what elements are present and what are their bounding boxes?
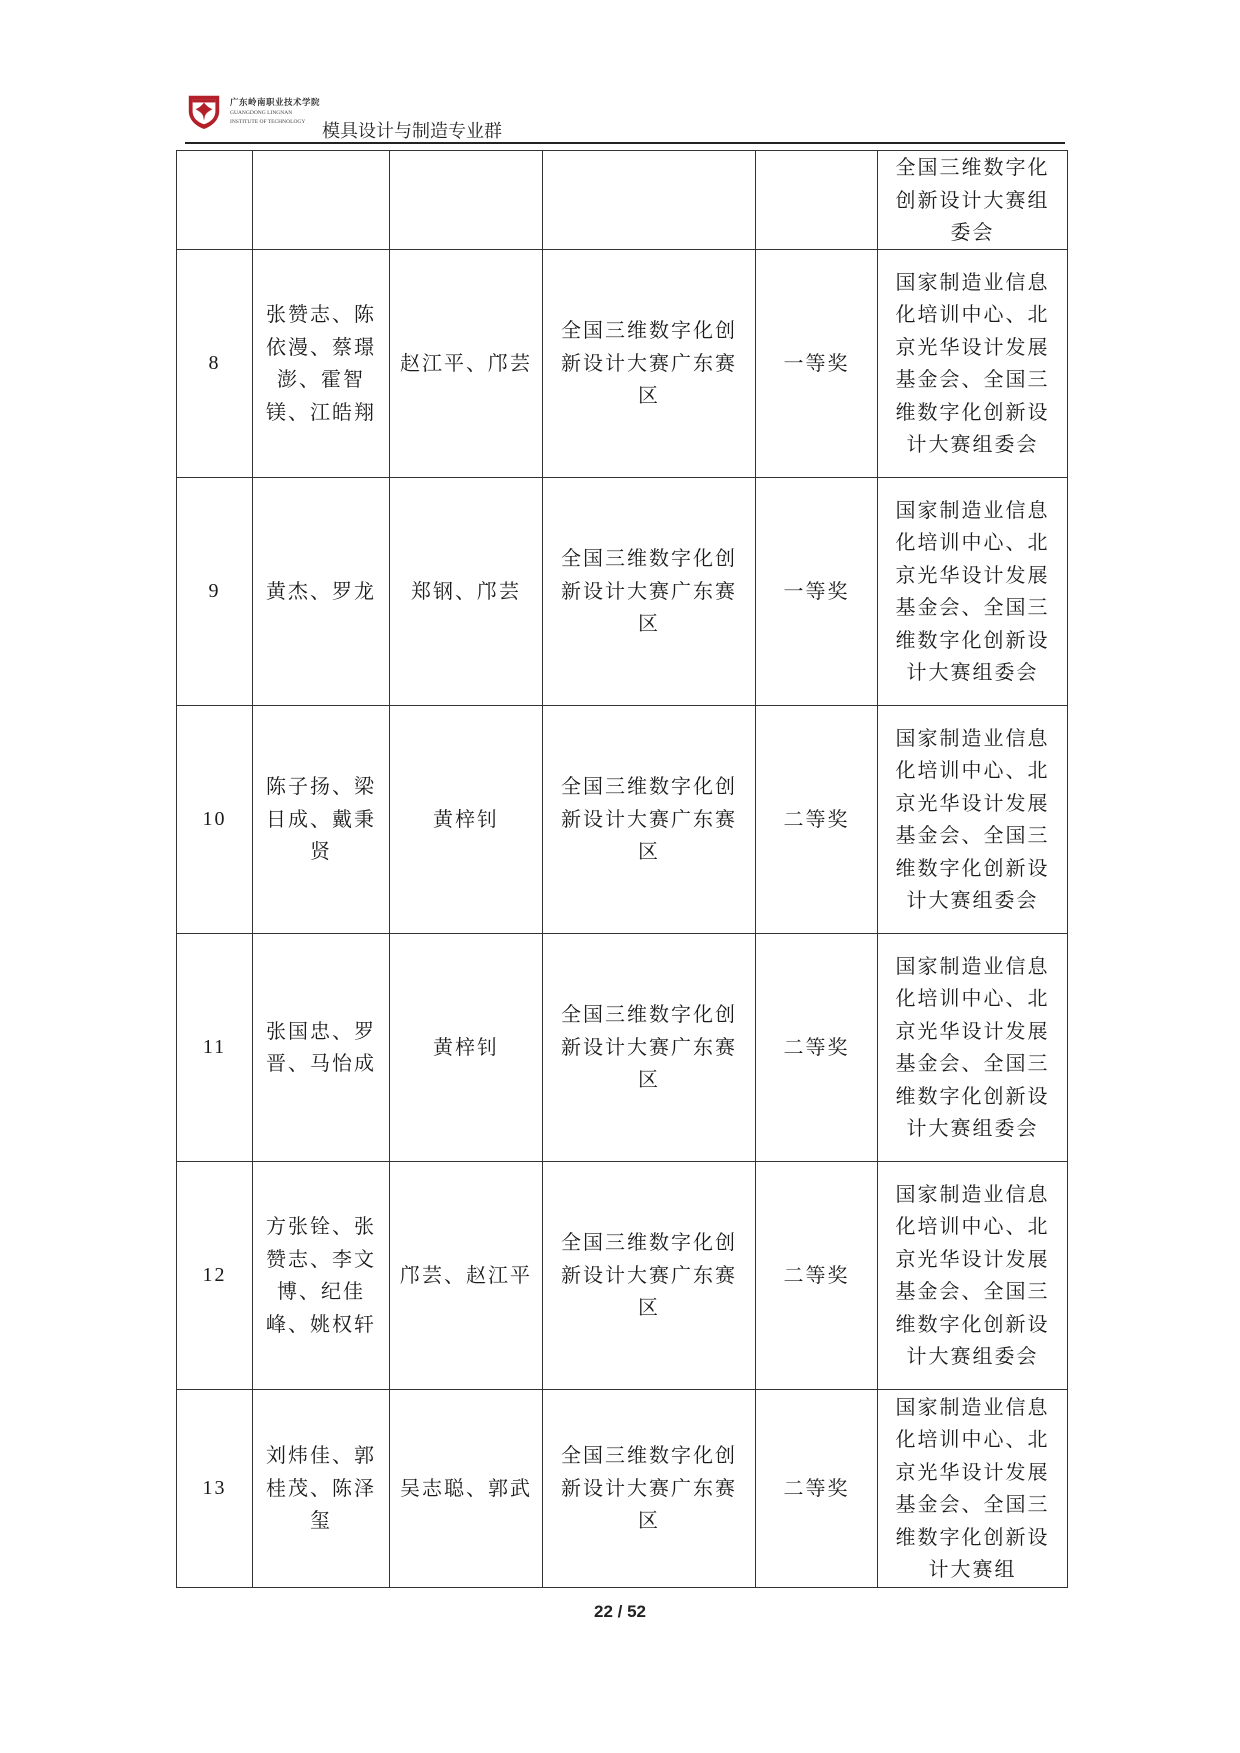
table-row	[177, 477, 1068, 705]
cell-competition: 全国三维数字化创新设计大赛广东赛区	[543, 477, 756, 705]
cell-competition: 全国三维数字化创新设计大赛广东赛区	[543, 933, 756, 1161]
cell-award: 一等奖	[756, 477, 878, 705]
cell-award: 二等奖	[756, 1389, 878, 1587]
cell-organizer: 国家制造业信息化培训中心、北京光华设计发展基金会、全国三维数字化创新设计大赛组	[878, 1389, 1068, 1587]
table-row	[177, 933, 1068, 1161]
table-row-continued	[177, 151, 1068, 250]
cell-teachers: 黄梓钊	[390, 933, 543, 1161]
cell-organizer: 国家制造业信息化培训中心、北京光华设计发展基金会、全国三维数字化创新设计大赛组委会	[878, 705, 1068, 933]
header-divider	[185, 142, 1065, 144]
cell-competition: 全国三维数字化创新设计大赛广东赛区	[543, 1161, 756, 1389]
cell-teachers: 赵江平、邝芸	[390, 249, 543, 477]
cell-teachers: 黄梓钊	[390, 705, 543, 933]
school-name-en-line1: GUANGDONG LINGNAN	[230, 110, 293, 116]
cell-organizer: 国家制造业信息化培训中心、北京光华设计发展基金会、全国三维数字化创新设计大赛组委会	[878, 933, 1068, 1161]
table-row	[177, 249, 1068, 477]
table-row	[177, 705, 1068, 933]
cell-no	[177, 151, 253, 250]
cell-students: 张国忠、罗晋、马怡成	[253, 933, 390, 1161]
cell-students: 黄杰、罗龙	[253, 477, 390, 705]
cell-organizer: 国家制造业信息化培训中心、北京光华设计发展基金会、全国三维数字化创新设计大赛组委会	[878, 477, 1068, 705]
cell-competition: 全国三维数字化创新设计大赛广东赛区	[543, 705, 756, 933]
page-header	[185, 86, 1065, 146]
cell-teachers	[390, 151, 543, 250]
cell-award	[756, 151, 878, 250]
cell-award: 一等奖	[756, 249, 878, 477]
school-logo-icon	[185, 92, 223, 130]
cell-teachers: 吴志聪、郭武	[390, 1389, 543, 1587]
cell-award: 二等奖	[756, 705, 878, 933]
page-indicator: 22 / 52	[594, 1602, 646, 1621]
cell-no: 11	[177, 933, 253, 1161]
cell-organizer: 全国三维数字化创新设计大赛组委会	[878, 151, 1068, 250]
cell-students: 方张铨、张赞志、李文博、纪佳峰、姚权轩	[253, 1161, 390, 1389]
cell-no: 9	[177, 477, 253, 705]
cell-no: 12	[177, 1161, 253, 1389]
cell-award: 二等奖	[756, 1161, 878, 1389]
cell-competition: 全国三维数字化创新设计大赛广东赛区	[543, 249, 756, 477]
cell-no: 13	[177, 1389, 253, 1587]
cell-organizer: 国家制造业信息化培训中心、北京光华设计发展基金会、全国三维数字化创新设计大赛组委会	[878, 249, 1068, 477]
cell-students	[253, 151, 390, 250]
cell-students: 刘炜佳、郭桂茂、陈泽玺	[253, 1389, 390, 1587]
school-name-cn: 广东岭南职业技术学院	[230, 98, 321, 108]
department-title: 模具设计与制造专业群	[322, 121, 502, 142]
cell-competition	[543, 151, 756, 250]
cell-no: 8	[177, 249, 253, 477]
cell-students: 张赞志、陈依漫、蔡璟澎、霍智镁、江皓翔	[253, 249, 390, 477]
cell-organizer: 国家制造业信息化培训中心、北京光华设计发展基金会、全国三维数字化创新设计大赛组委会	[878, 1161, 1068, 1389]
school-name-en-line2: INSTITUTE OF TECHNOLOGY	[230, 119, 306, 125]
awards-table	[176, 150, 1068, 1588]
cell-teachers: 邝芸、赵江平	[390, 1161, 543, 1389]
table-row	[177, 1389, 1068, 1587]
cell-teachers: 郑钢、邝芸	[390, 477, 543, 705]
cell-students: 陈子扬、梁日成、戴秉贤	[253, 705, 390, 933]
cell-no: 10	[177, 705, 253, 933]
table-row	[177, 1161, 1068, 1389]
cell-competition: 全国三维数字化创新设计大赛广东赛区	[543, 1389, 756, 1587]
cell-award: 二等奖	[756, 933, 878, 1161]
